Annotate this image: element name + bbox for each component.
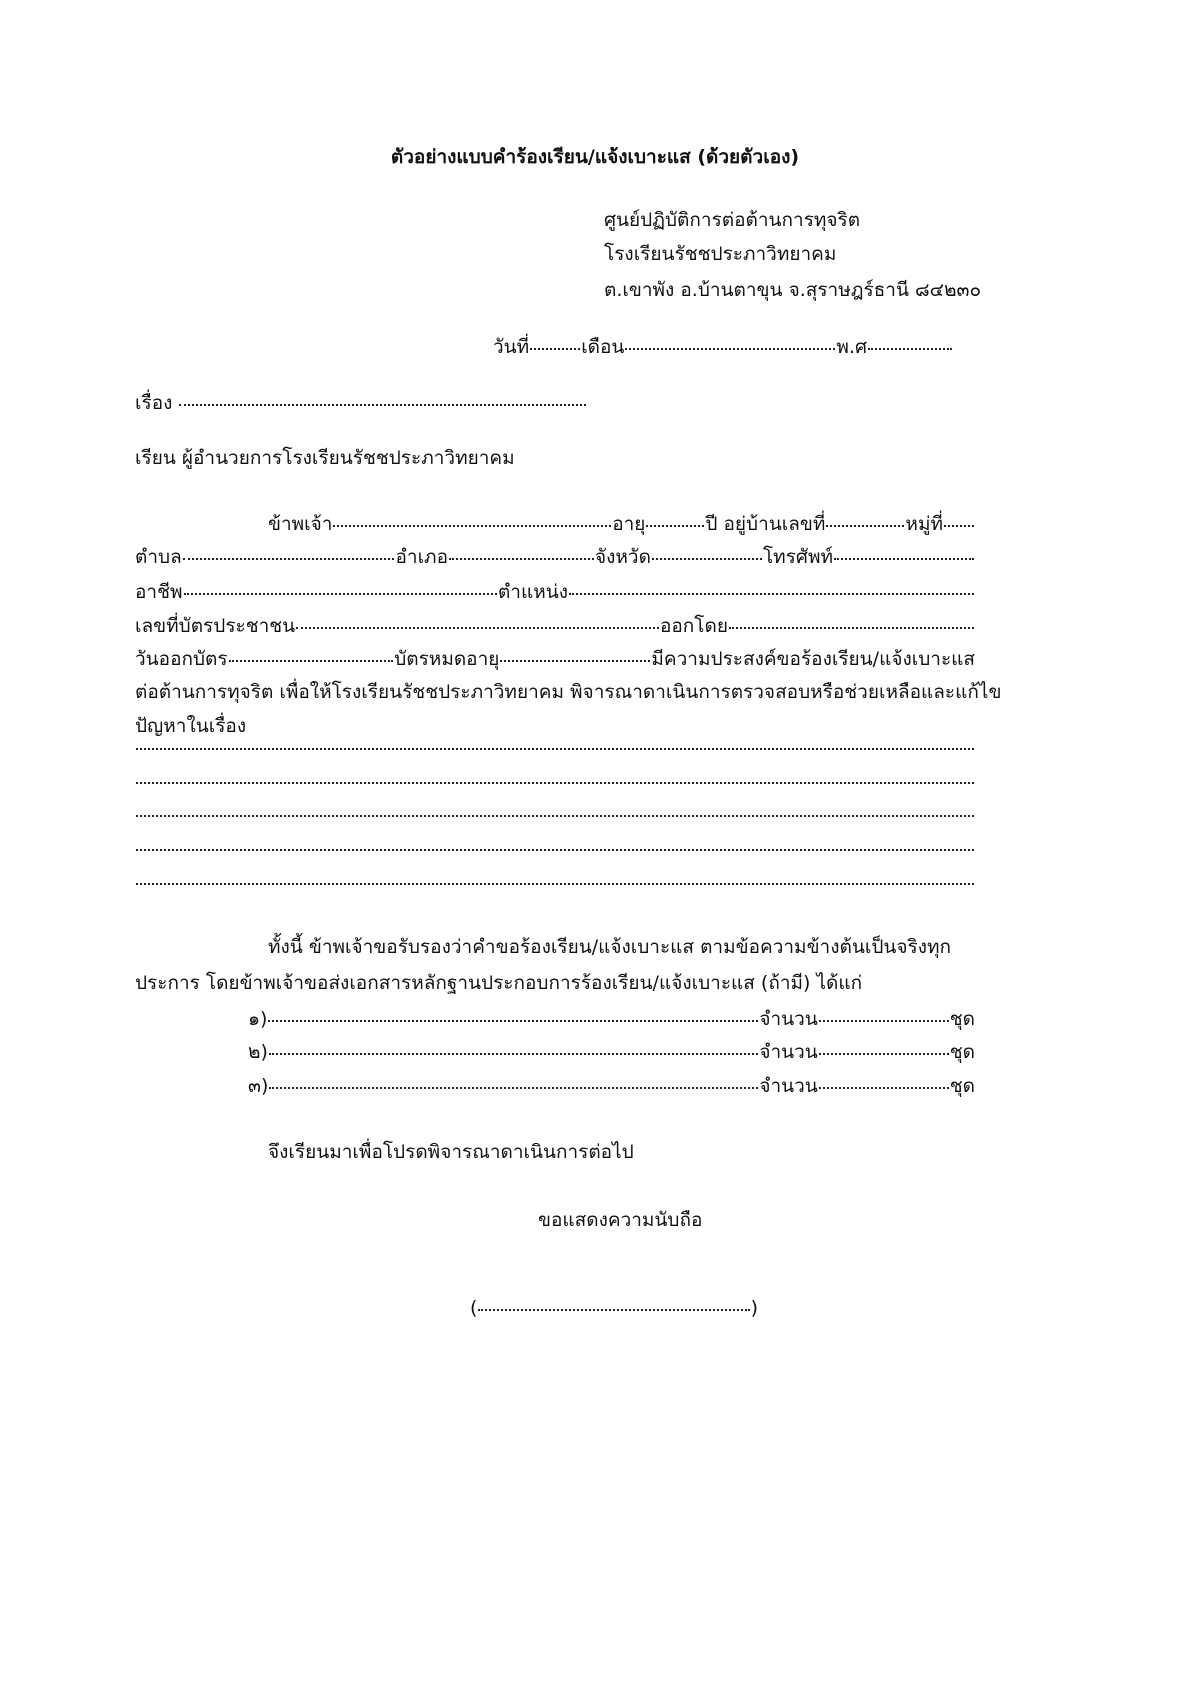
moo-label: หมู่ที่ bbox=[905, 513, 943, 535]
amphoe-label: อำเภอ bbox=[395, 546, 448, 568]
subject-label: เรื่อง bbox=[135, 392, 173, 414]
occupation-label: อาชีพ bbox=[135, 581, 183, 603]
occupation-field[interactable] bbox=[184, 592, 497, 595]
subject-field[interactable] bbox=[179, 403, 586, 406]
attachment-field[interactable] bbox=[269, 1052, 758, 1055]
tambon-label: ตำบล bbox=[135, 546, 182, 568]
id-card-field[interactable] bbox=[296, 626, 659, 629]
subject-line bbox=[135, 390, 587, 416]
issue-date-label: วันออกบัตร bbox=[135, 648, 228, 670]
issued-by-label: ออกโดย bbox=[659, 615, 728, 637]
expiry-label: บัตรหมดอายุ bbox=[394, 648, 500, 670]
month-label: เดือน bbox=[581, 336, 625, 358]
attachment-field[interactable] bbox=[268, 1019, 758, 1022]
form-row-name bbox=[268, 511, 975, 537]
unit-label: ชุด bbox=[949, 1075, 975, 1097]
form-row-id bbox=[135, 613, 975, 639]
moo-field[interactable] bbox=[944, 524, 974, 527]
quantity-field[interactable] bbox=[819, 1086, 949, 1089]
house-field[interactable] bbox=[826, 524, 904, 527]
tambon-field[interactable] bbox=[183, 557, 395, 560]
intent-text: มีความประสงค์ขอร้องเรียน/แจ้งเบาะแส bbox=[651, 648, 975, 670]
certify-line-2: ประการ โดยข้าพเจ้าขอส่งเอกสารหลักฐานประกอบการร้องเรียน/แจ้งเบาะแส (ถ้ามี) ได้แก่ bbox=[135, 972, 863, 994]
signature-open-paren: ( bbox=[470, 1297, 478, 1319]
attachment-row bbox=[248, 1039, 975, 1065]
unit-label: ชุด bbox=[949, 1008, 975, 1030]
address-line-2: โรงเรียนรัชชประภาวิทยาคม bbox=[604, 243, 837, 265]
address-line-3: ต.เขาพัง อ.บ้านตาขุน จ.สุราษฎร์ธานี ๘๔๒๓๐ bbox=[604, 279, 982, 301]
body-line: ต่อต้านการทุจริต เพื่อให้โรงเรียนรัชชประภาวิทยาคม พิจารณาดาเนินการตรวจสอบหรือช่วยเหลือและแก้ไข bbox=[135, 681, 1002, 703]
issue-date-field[interactable] bbox=[229, 659, 394, 662]
province-field[interactable] bbox=[652, 557, 762, 560]
year-field[interactable] bbox=[868, 347, 952, 350]
quantity-field[interactable] bbox=[819, 1052, 949, 1055]
attachment-number: ๓) bbox=[248, 1075, 269, 1097]
form-row-occupation bbox=[135, 579, 975, 605]
signature-line bbox=[470, 1295, 758, 1321]
certify-line-1: ทั้งนี้ ข้าพเจ้าขอรับรองว่าคำขอร้องเรียน/แจ้งเบาะแส ตามข้อความข้างต้นเป็นจริงทุก bbox=[268, 936, 952, 958]
attachment-row bbox=[248, 1006, 975, 1032]
form-row-issue bbox=[135, 646, 975, 672]
day-field[interactable] bbox=[530, 347, 580, 350]
matter-field-1[interactable] bbox=[135, 750, 975, 753]
quantity-field[interactable] bbox=[819, 1019, 949, 1022]
signature-close-paren: ) bbox=[750, 1297, 758, 1319]
closing-text: จึงเรียนมาเพื่อโปรดพิจารณาดาเนินการต่อไป bbox=[268, 1141, 634, 1163]
house-label: ปี อยู่บ้านเลขที่ bbox=[705, 513, 826, 535]
amphoe-field[interactable] bbox=[449, 557, 594, 560]
phone-label: โทรศัพท์ bbox=[762, 546, 833, 568]
age-field[interactable] bbox=[646, 524, 704, 527]
age-label: อายุ bbox=[612, 513, 646, 535]
position-field[interactable] bbox=[569, 592, 974, 595]
name-field[interactable] bbox=[333, 524, 611, 527]
document-title: ตัวอย่างแบบคำร้องเรียน/แจ้งเบาะแส (ด้วยตัวเอง) bbox=[390, 146, 800, 168]
phone-field[interactable] bbox=[834, 557, 974, 560]
date-line bbox=[493, 334, 953, 360]
quantity-label: จำนวน bbox=[759, 1075, 818, 1097]
issued-by-field[interactable] bbox=[729, 626, 974, 629]
address-line-1: ศูนย์ปฏิบัติการต่อต้านการทุจริต bbox=[604, 209, 861, 231]
expiry-field[interactable] bbox=[500, 659, 650, 662]
salutation: เรียน ผู้อำนวยการโรงเรียนรัชชประภาวิทยาคม bbox=[135, 447, 515, 469]
attachment-number: ๑) bbox=[248, 1008, 268, 1030]
unit-label: ชุด bbox=[949, 1041, 975, 1063]
name-label: ข้าพเจ้า bbox=[268, 513, 333, 535]
day-label: วันที่ bbox=[493, 336, 530, 358]
attachment-number: ๒) bbox=[248, 1041, 268, 1063]
matter-field-2[interactable] bbox=[135, 784, 975, 787]
matter-label: ปัญหาในเรื่อง bbox=[135, 715, 247, 737]
position-label: ตำแหน่ง bbox=[497, 581, 568, 603]
matter-field-4[interactable] bbox=[135, 851, 975, 854]
province-label: จังหวัด bbox=[595, 546, 651, 568]
year-label: พ.ศ bbox=[836, 336, 867, 358]
signature-field[interactable] bbox=[478, 1308, 749, 1311]
attachment-row bbox=[248, 1073, 975, 1099]
matter-field-3[interactable] bbox=[135, 817, 975, 820]
quantity-label: จำนวน bbox=[759, 1041, 818, 1063]
quantity-label: จำนวน bbox=[759, 1008, 818, 1030]
attachment-field[interactable] bbox=[269, 1086, 758, 1089]
form-row-address bbox=[135, 544, 975, 570]
month-field[interactable] bbox=[625, 347, 835, 350]
id-card-label: เลขที่บัตรประชาชน bbox=[135, 615, 296, 637]
matter-field-5[interactable] bbox=[135, 885, 975, 888]
regards-text: ขอแสดงความนับถือ bbox=[538, 1209, 703, 1231]
